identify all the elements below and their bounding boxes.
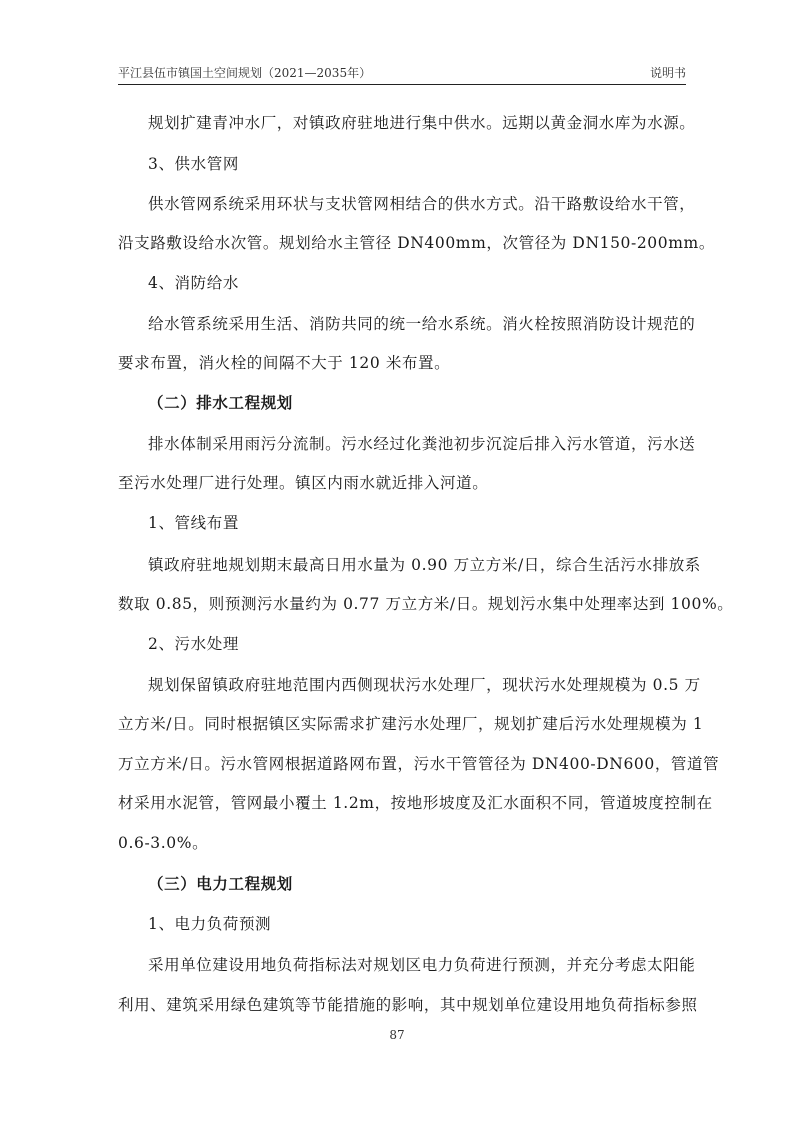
page-number: 87 xyxy=(389,1028,405,1042)
paragraph-line: 采用单位建设用地负荷指标法对规划区电力负荷进行预测，并充分考虑太阳能 xyxy=(148,956,696,974)
subsection-heading: 1、电力负荷预测 xyxy=(148,915,272,933)
paragraph-line: 规划扩建青冲水厂，对镇政府驻地进行集中供水。远期以黄金洞水库为水源。 xyxy=(148,114,696,132)
section-heading: （二）排水工程规划 xyxy=(148,393,293,412)
subsection-heading: 2、污水处理 xyxy=(148,635,239,653)
section-heading: （三）电力工程规划 xyxy=(148,874,293,893)
document-title: 平江县伍市镇国土空间规划（2021—2035年） xyxy=(118,66,372,80)
paragraph-line: 镇政府驻地规划期末最高日用水量为 0.90 万立方米/日，综合生活污水排放系 xyxy=(148,556,701,574)
paragraph-line: 沿支路敷设给水次管。规划给水主管径 DN400mm，次管径为 DN150-200mm。 xyxy=(118,234,715,252)
paragraph-line: 排水体制采用雨污分流制。污水经过化粪池初步沉淀后排入污水管道，污水送 xyxy=(148,435,696,453)
paragraph-line: 要求布置，消火栓的间隔不大于 120 米布置。 xyxy=(118,354,451,372)
paragraph-line: 0.6-3.0%。 xyxy=(118,834,209,852)
paragraph-line: 利用、建筑采用绿色建筑等节能措施的影响，其中规划单位建设用地负荷指标参照 xyxy=(118,996,698,1014)
subsection-heading: 4、消防给水 xyxy=(148,274,239,292)
paragraph-line: 供水管网系统采用环状与支状管网相结合的供水方式。沿干路敷设给水干管， xyxy=(148,195,696,213)
paragraph-line: 万立方米/日。污水管网根据道路网布置，污水干管管径为 DN400-DN600，管道管 xyxy=(118,755,720,773)
paragraph-line: 立方米/日。同时根据镇区实际需求扩建污水处理厂，规划扩建后污水处理规模为 1 xyxy=(118,715,704,733)
paragraph-line: 至污水处理厂进行处理。镇区内雨水就近排入河道。 xyxy=(118,474,489,492)
document-type: 说明书 xyxy=(649,66,686,80)
paragraph-line: 给水管系统采用生活、消防共同的统一给水系统。消火栓按照消防设计规范的 xyxy=(148,315,696,333)
subsection-heading: 1、管线布置 xyxy=(148,514,239,532)
paragraph-line: 数取 0.85，则预测污水量约为 0.77 万立方米/日。规划污水集中处理率达到 100%。 xyxy=(118,595,734,613)
page-header xyxy=(118,64,686,85)
paragraph-line: 规划保留镇政府驻地范围内西侧现状污水处理厂，现状污水处理规模为 0.5 万 xyxy=(148,676,701,694)
subsection-heading: 3、供水管网 xyxy=(148,155,239,173)
paragraph-line: 材采用水泥管，管网最小覆土 1.2m，按地形坡度及汇水面积不同，管道坡度控制在 xyxy=(118,794,713,812)
